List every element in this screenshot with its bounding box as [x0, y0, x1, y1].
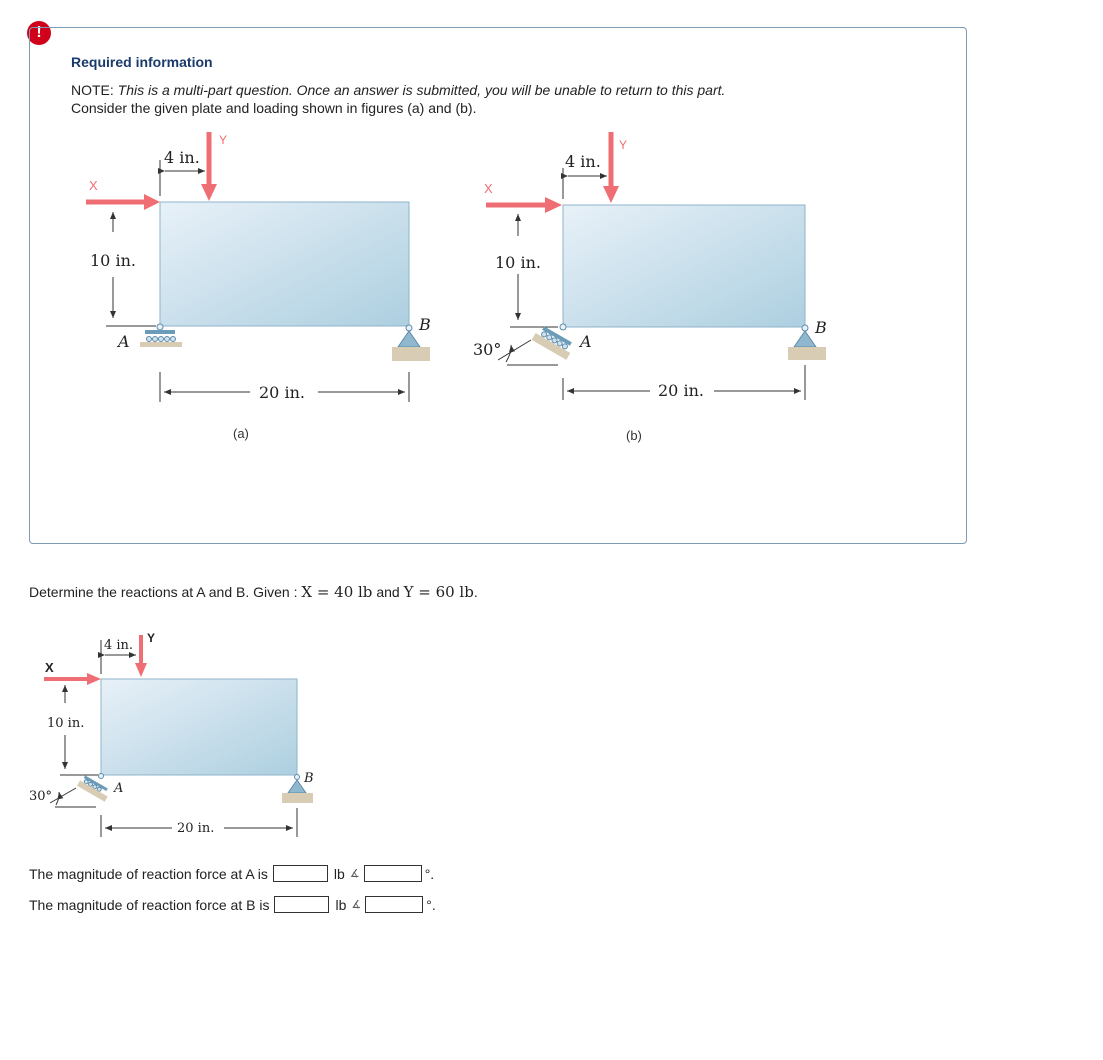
x-label-a: X	[89, 178, 98, 193]
dim-20-small: 20 in.	[177, 821, 215, 836]
consider-text: Consider the given plate and loading shown in figures (a) and (b).	[71, 100, 477, 116]
figure-small	[0, 625, 340, 845]
plate-a	[160, 202, 409, 326]
force-y-arrow-b	[603, 186, 619, 203]
force-y-arrow-small	[135, 663, 147, 677]
degree-b: °.	[426, 896, 436, 913]
answer-row-a	[29, 865, 434, 882]
x-label-b: X	[484, 181, 493, 196]
angle-b: 30°	[473, 340, 502, 359]
dim-20-b: 20 in.	[658, 381, 704, 400]
question-and: and	[376, 584, 400, 600]
note-prefix: NOTE:	[71, 82, 114, 98]
caption-b: (b)	[626, 428, 642, 443]
angle-direction-b-icon: ∡	[351, 899, 362, 911]
inclined-roller-support-small	[77, 774, 111, 801]
dim-4-b: 4 in.	[565, 152, 601, 171]
force-x-arrow-b	[545, 197, 562, 213]
answer-a-label: The magnitude of reaction force at A is	[29, 865, 268, 882]
reaction-a-angle-input[interactable]	[364, 865, 422, 882]
inclined-roller-support-a	[532, 324, 576, 360]
question-prefix: Determine the reactions at A and B. Given :	[29, 584, 298, 600]
question-suffix: .	[473, 584, 478, 600]
reaction-b-angle-input[interactable]	[365, 896, 423, 913]
plate-b	[563, 205, 805, 327]
dim-4-a: 4 in.	[164, 148, 200, 167]
y-label-a: Y	[219, 133, 228, 147]
figure-a	[86, 132, 431, 441]
angle-small: 30°	[29, 789, 53, 804]
roller-support-a	[147, 337, 176, 342]
question-text	[29, 583, 478, 601]
angle-direction-a-icon: ∡	[349, 868, 360, 880]
pin-support-b-a	[398, 331, 420, 347]
dim-20-a: 20 in.	[259, 383, 305, 402]
dim-10-b: 10 in.	[495, 253, 541, 272]
force-y-arrow-a	[201, 184, 217, 201]
label-b-small: B	[304, 771, 314, 786]
y-label-small: Y	[147, 631, 156, 645]
dim-10-small: 10 in.	[47, 716, 85, 731]
label-a-fig-b: A	[580, 332, 592, 351]
figure-b	[473, 132, 827, 443]
degree-a: °.	[424, 865, 435, 882]
info-title: Required information	[71, 54, 213, 70]
label-b-fig-a: B	[419, 315, 431, 334]
x-given: X = 40 lb	[301, 583, 373, 601]
answer-b-label: The magnitude of reaction force at B is	[29, 896, 270, 913]
unit-b: lb	[335, 896, 347, 913]
x-label-small: X	[45, 660, 54, 675]
dim-4-small: 4 in.	[104, 638, 134, 653]
label-a-small: A	[114, 781, 124, 796]
reaction-b-magnitude-input[interactable]	[274, 896, 329, 913]
caption-a: (a)	[233, 426, 249, 441]
y-label-b: Y	[619, 138, 628, 152]
label-a-fig-a: A	[118, 332, 130, 351]
reaction-a-magnitude-input[interactable]	[273, 865, 328, 882]
unit-a: lb	[333, 865, 345, 882]
pin-support-b-b	[794, 331, 816, 347]
force-x-arrow-a	[144, 194, 160, 210]
plate-small	[101, 679, 297, 775]
force-x-arrow-small	[87, 673, 101, 685]
note-text: This is a multi-part question. Once an answer is submitted, you will be unable to return to this part.	[117, 82, 726, 98]
alert-icon: !	[27, 21, 51, 45]
answer-row-b	[29, 896, 436, 913]
y-given: Y = 60 lb	[403, 583, 474, 601]
label-b-fig-b: B	[815, 318, 827, 337]
dim-10-a: 10 in.	[90, 251, 136, 270]
